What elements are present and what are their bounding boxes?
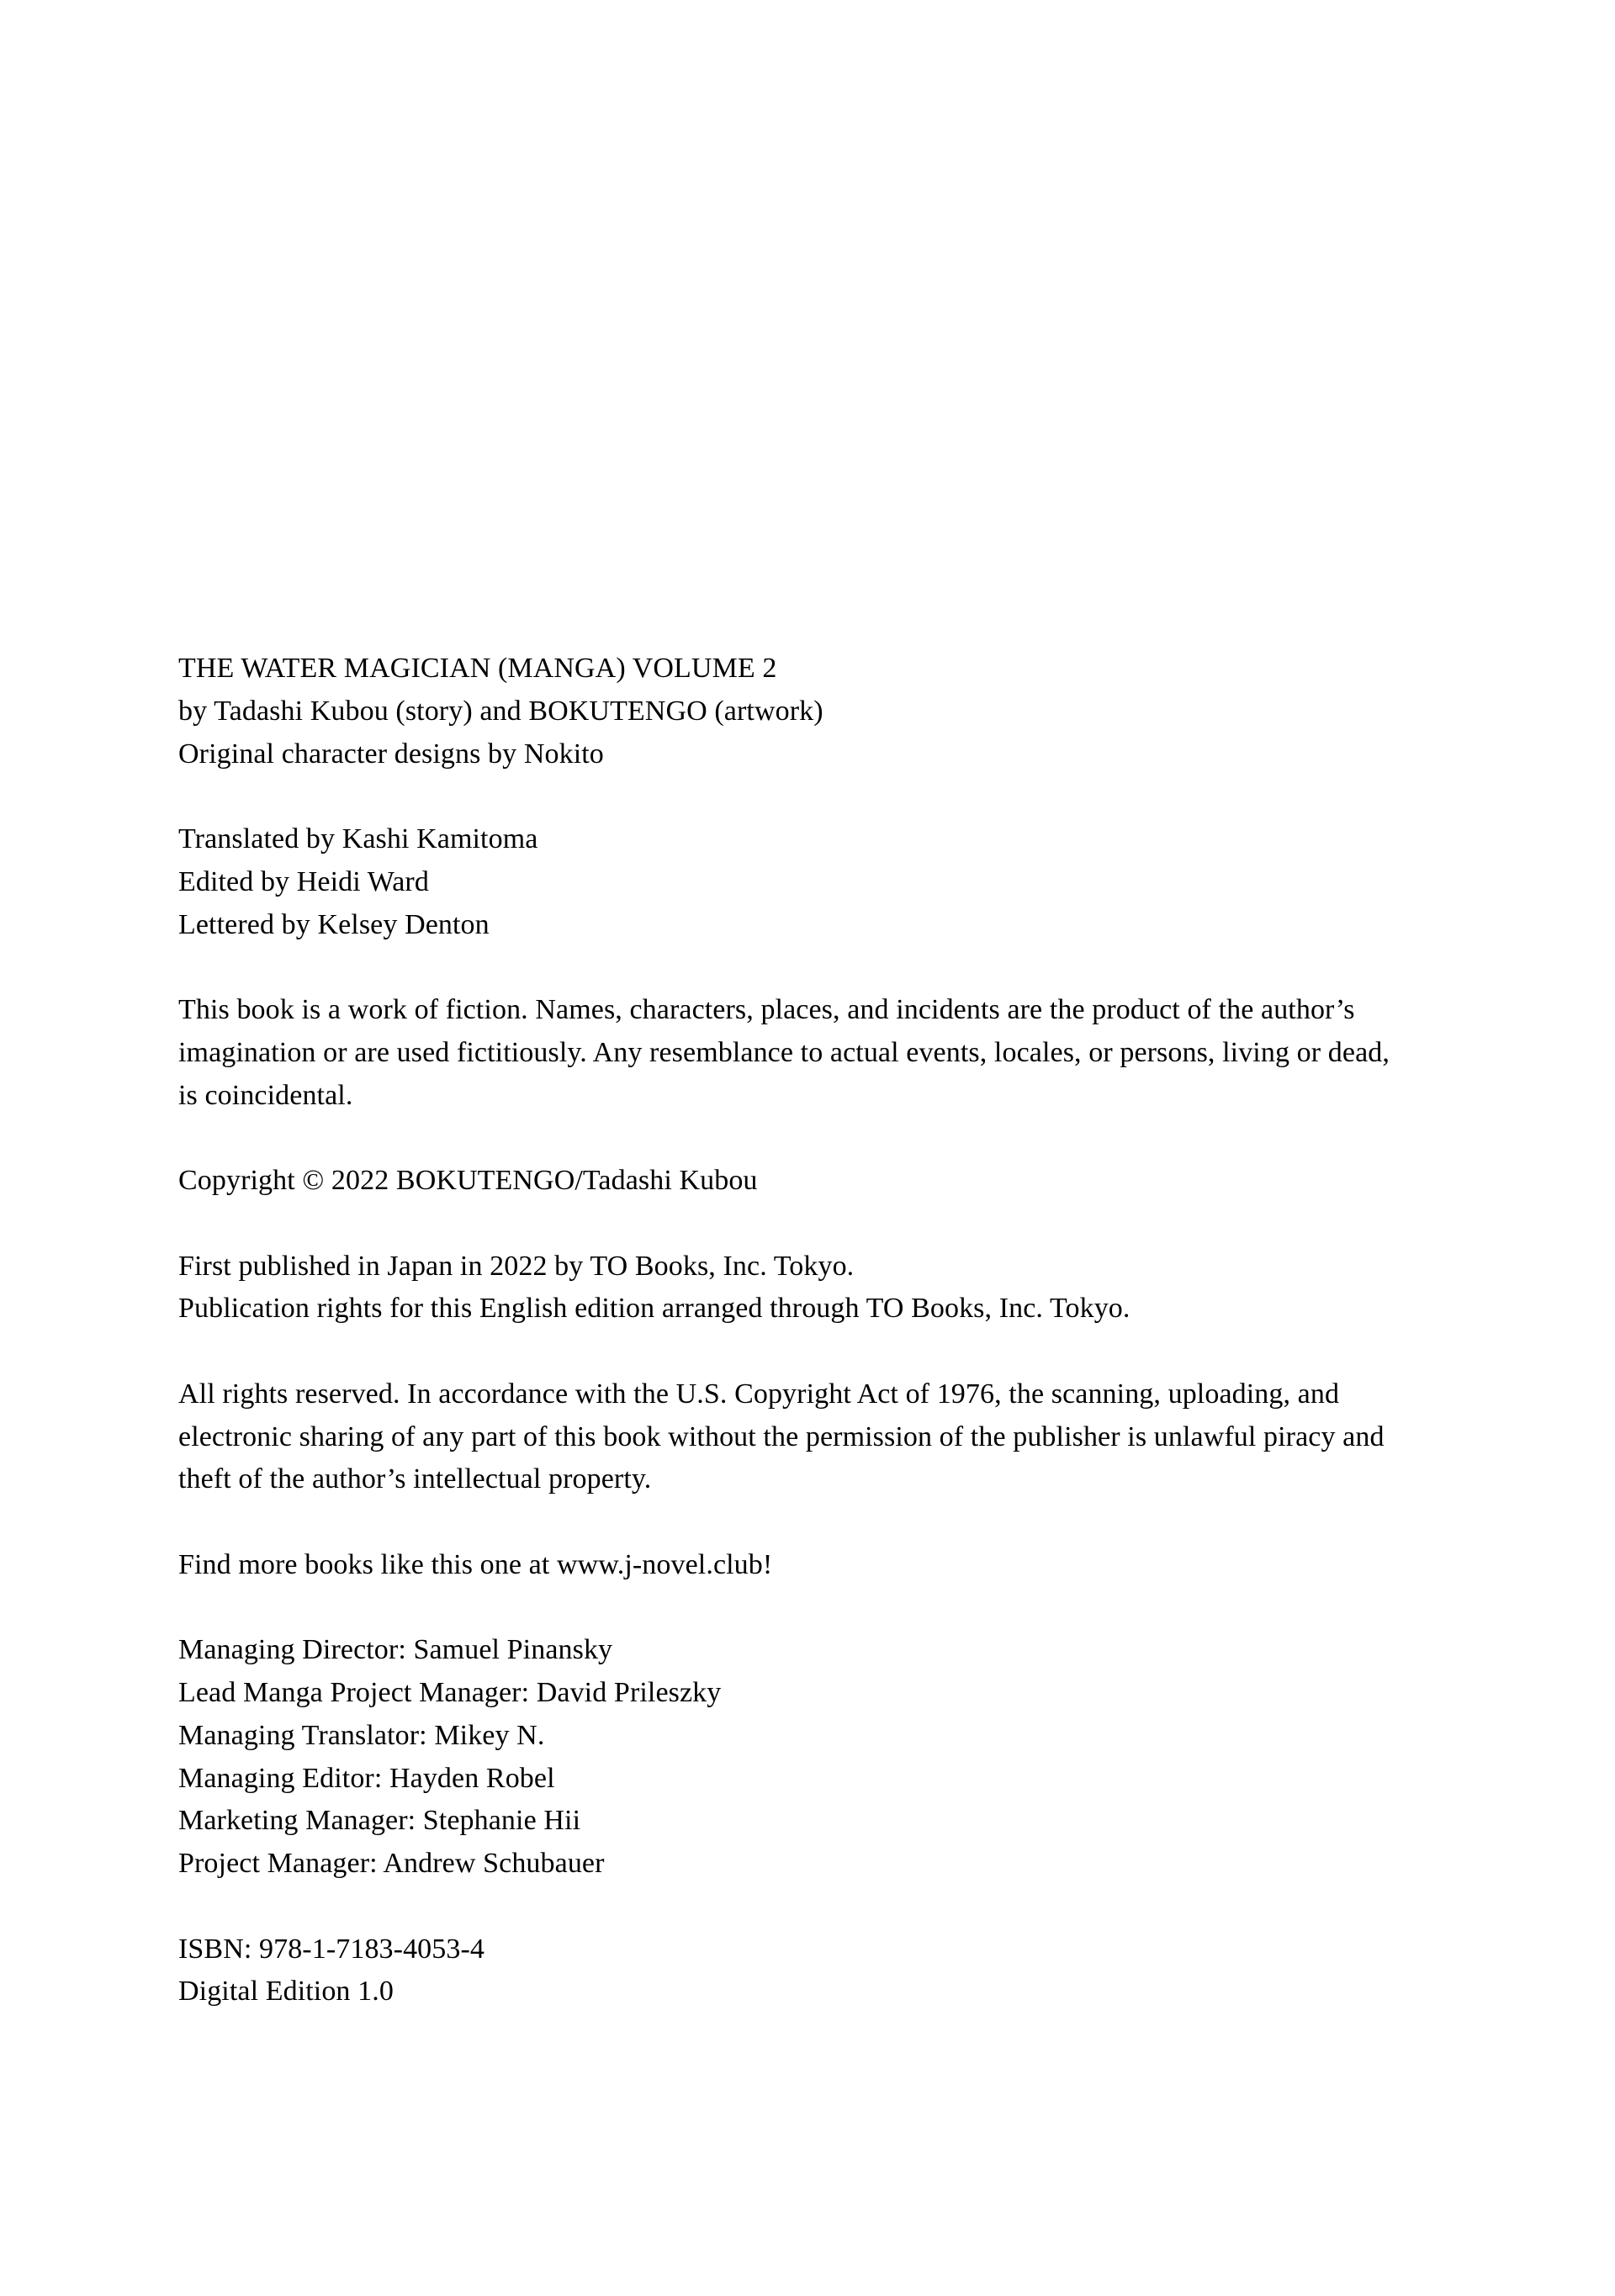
staff-managing-director: Managing Director: Samuel Pinansky	[178, 1634, 613, 1666]
staff-list-block	[178, 1629, 1405, 1886]
rights-notice-block	[178, 1373, 1405, 1501]
staff-marketing-manager: Marketing Manager: Stephanie Hii	[178, 1805, 581, 1837]
editor-credit: Edited by Heidi Ward	[178, 865, 429, 897]
character-designs-credit: Original character designs by Nokito	[178, 738, 604, 770]
copyright-line: Copyright © 2022 BOKUTENGO/Tadashi Kubou	[178, 1165, 758, 1196]
staff-lead-manga-project-manager: Lead Manga Project Manager: David Prileszky	[178, 1677, 722, 1708]
translator-credit: Translated by Kashi Kamitoma	[178, 823, 538, 854]
isbn-line: ISBN: 978-1-7183-4053-4	[178, 1933, 484, 1965]
letterer-credit: Lettered by Kelsey Denton	[178, 908, 490, 940]
digital-edition-line: Digital Edition 1.0	[178, 1976, 394, 2008]
fiction-disclaimer-block	[178, 989, 1405, 1117]
promo-line: Find more books like this one at www.j-novel.club!	[178, 1548, 773, 1580]
book-byline: by Tadashi Kubou (story) and BOKUTENGO (artwork)	[178, 695, 823, 727]
localization-credits-block	[178, 818, 1405, 946]
staff-managing-translator: Managing Translator: Mikey N.	[178, 1719, 545, 1751]
first-published-line: First published in Japan in 2022 by TO Books, Inc. Tokyo.	[178, 1250, 855, 1282]
edition-block	[178, 1928, 1405, 2014]
promo-block	[178, 1544, 1405, 1587]
rights-notice: All rights reserved. In accordance with the U.S. Copyright Act of 1976, the scanning, uploading, and electronic sharing of any part of this book without the permission of the publisher is unlawful piracy and theft of the author’s intellectual property.	[178, 1378, 1385, 1495]
title-block	[178, 648, 1405, 775]
staff-managing-editor: Managing Editor: Hayden Robel	[178, 1762, 555, 1794]
copyright-block	[178, 1160, 1405, 1203]
publication-rights-line: Publication rights for this English edition arranged through TO Books, Inc. Tokyo.	[178, 1293, 1130, 1325]
book-title: THE WATER MAGICIAN (MANGA) VOLUME 2	[178, 653, 777, 684]
publication-block	[178, 1246, 1405, 1331]
colophon-text-block	[178, 648, 1405, 2013]
staff-project-manager: Project Manager: Andrew Schubauer	[178, 1848, 605, 1879]
fiction-disclaimer: This book is a work of fiction. Names, characters, places, and incidents are the product of the author’s imagination or are used fictitiously. Any resemblance to actual events, locales, or persons, living or dead, is coincidental.	[178, 994, 1390, 1111]
